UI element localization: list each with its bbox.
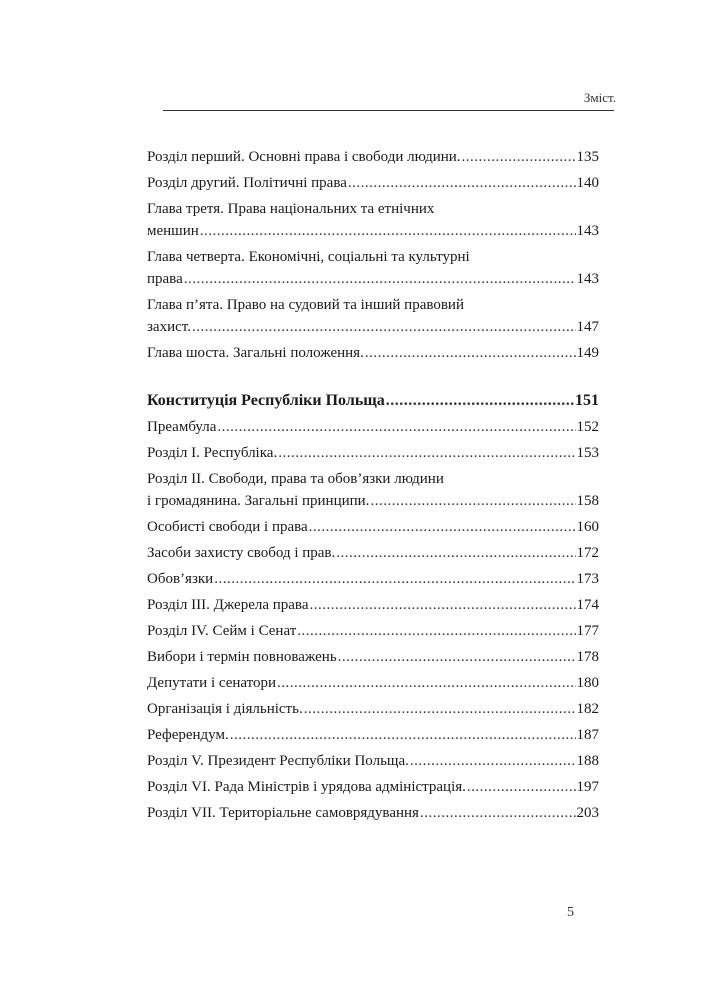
toc-page-number: 173 xyxy=(576,571,599,587)
toc-entry-text: захист. xyxy=(147,319,191,335)
toc-page-number: 140 xyxy=(576,175,599,191)
toc-entry[interactable] xyxy=(147,442,599,464)
dot-leader xyxy=(410,750,576,772)
toc-entry-text: Розділ ІІІ. Джерела права xyxy=(147,597,309,613)
page-number: 5 xyxy=(567,905,574,920)
toc-entry-text: Депутати і сенатори xyxy=(147,675,277,691)
toc-heading[interactable] xyxy=(147,390,599,412)
table-of-contents xyxy=(147,146,599,828)
dot-leader xyxy=(462,146,576,168)
dot-leader xyxy=(365,342,576,364)
toc-page-number: 135 xyxy=(576,149,599,165)
toc-page-number: 177 xyxy=(576,623,599,639)
toc-page-number: 149 xyxy=(576,345,599,361)
toc-page-number: 203 xyxy=(576,805,599,821)
toc-entry-text: права xyxy=(147,271,183,287)
toc-page-number: 174 xyxy=(576,597,599,613)
dot-leader xyxy=(336,542,575,564)
dot-leader xyxy=(230,724,576,746)
dot-leader xyxy=(278,442,575,464)
toc-entry-text: Розділ перший. Основні права і свободи людини. xyxy=(147,149,461,165)
toc-page-number: 182 xyxy=(576,701,599,717)
toc-entry[interactable] xyxy=(147,802,599,824)
dot-leader xyxy=(304,698,576,720)
toc-entry[interactable] xyxy=(147,672,599,694)
toc-page-number: 160 xyxy=(576,519,599,535)
toc-entry-text: Розділ V. Президент Республіки Польща. xyxy=(147,753,409,769)
toc-entry-text: і громадянина. Загальні принципи. xyxy=(147,493,370,509)
toc-page-number: 180 xyxy=(576,675,599,691)
toc-entry[interactable] xyxy=(147,516,599,538)
toc-entry[interactable] xyxy=(147,750,599,772)
toc-page-number: 153 xyxy=(576,445,599,461)
toc-entry-text: Розділ IV. Сейм і Сенат xyxy=(147,623,297,639)
toc-page-number: 147 xyxy=(576,319,599,335)
dot-leader xyxy=(192,316,576,338)
toc-entry[interactable] xyxy=(147,698,599,720)
toc-entry-text: меншин xyxy=(147,223,199,239)
toc-page-number: 172 xyxy=(576,545,599,561)
dot-leader xyxy=(386,390,574,412)
header-rule xyxy=(163,110,614,111)
toc-entry[interactable] xyxy=(147,542,599,564)
toc-entry[interactable] xyxy=(147,468,599,512)
toc-entry-text: Глава п’ята. Право на судовий та інший правовий xyxy=(147,297,464,313)
toc-heading-text: Конституція Республіки Польща xyxy=(147,392,385,409)
toc-entry[interactable] xyxy=(147,294,599,338)
toc-entry[interactable] xyxy=(147,146,599,168)
toc-entry[interactable] xyxy=(147,246,599,290)
toc-entry[interactable] xyxy=(147,724,599,746)
toc-page-number: 178 xyxy=(576,649,599,665)
section-gap xyxy=(147,368,599,390)
toc-entry[interactable] xyxy=(147,594,599,616)
toc-entry-text: Розділ VI. Рада Міністрів і урядова адміністрація. xyxy=(147,779,466,795)
toc-entry-text: Преамбула xyxy=(147,419,217,435)
toc-entry[interactable] xyxy=(147,776,599,798)
toc-entry[interactable] xyxy=(147,416,599,438)
toc-page-number: 158 xyxy=(576,493,599,509)
dot-leader xyxy=(277,672,575,694)
toc-page-number: 197 xyxy=(576,779,599,795)
dot-leader xyxy=(348,172,576,194)
dot-leader xyxy=(200,220,576,242)
toc-entry-text: Розділ І. Республіка. xyxy=(147,445,278,461)
toc-entry-text: Глава шоста. Загальні положення. xyxy=(147,345,364,361)
toc-entry[interactable] xyxy=(147,198,599,242)
toc-entry[interactable] xyxy=(147,172,599,194)
toc-page-number: 143 xyxy=(576,223,599,239)
toc-entry[interactable] xyxy=(147,620,599,642)
running-header: Зміст. xyxy=(583,90,616,105)
dot-leader xyxy=(309,594,575,616)
toc-entry-text: Розділ другий. Політичні права xyxy=(147,175,347,191)
toc-entry-text: Глава четверта. Економічні, соціальні та культурні xyxy=(147,249,470,265)
toc-page-number: 152 xyxy=(576,419,599,435)
toc-entry-text: Розділ VII. Територіальне самоврядування xyxy=(147,805,419,821)
toc-entry-text: Обов’язки xyxy=(147,571,214,587)
toc-entry-text: Референдум. xyxy=(147,727,229,743)
dot-leader xyxy=(217,416,575,438)
dot-leader xyxy=(297,620,575,642)
dot-leader xyxy=(309,516,576,538)
toc-entry-text: Вибори і термін повноважень xyxy=(147,649,337,665)
toc-page-number: 143 xyxy=(576,271,599,287)
dot-leader xyxy=(214,568,575,590)
toc-entry-text: Особисті свободи і права xyxy=(147,519,308,535)
toc-entry-text: Глава третя. Права національних та етнічних xyxy=(147,201,435,217)
dot-leader xyxy=(184,268,576,290)
dot-leader xyxy=(420,802,576,824)
toc-page-number: 187 xyxy=(576,727,599,743)
toc-entry[interactable] xyxy=(147,568,599,590)
dot-leader xyxy=(467,776,576,798)
toc-page-number: 151 xyxy=(575,392,599,409)
toc-entry-text: Розділ ІІ. Свободи, права та обов’язки людини xyxy=(147,471,444,487)
toc-entry-text: Засоби захисту свобод і прав. xyxy=(147,545,336,561)
toc-entry[interactable] xyxy=(147,342,599,364)
toc-entry-text: Організація і діяльність. xyxy=(147,701,303,717)
dot-leader xyxy=(338,646,576,668)
toc-page-number: 188 xyxy=(576,753,599,769)
dot-leader xyxy=(370,490,575,512)
toc-entry[interactable] xyxy=(147,646,599,668)
